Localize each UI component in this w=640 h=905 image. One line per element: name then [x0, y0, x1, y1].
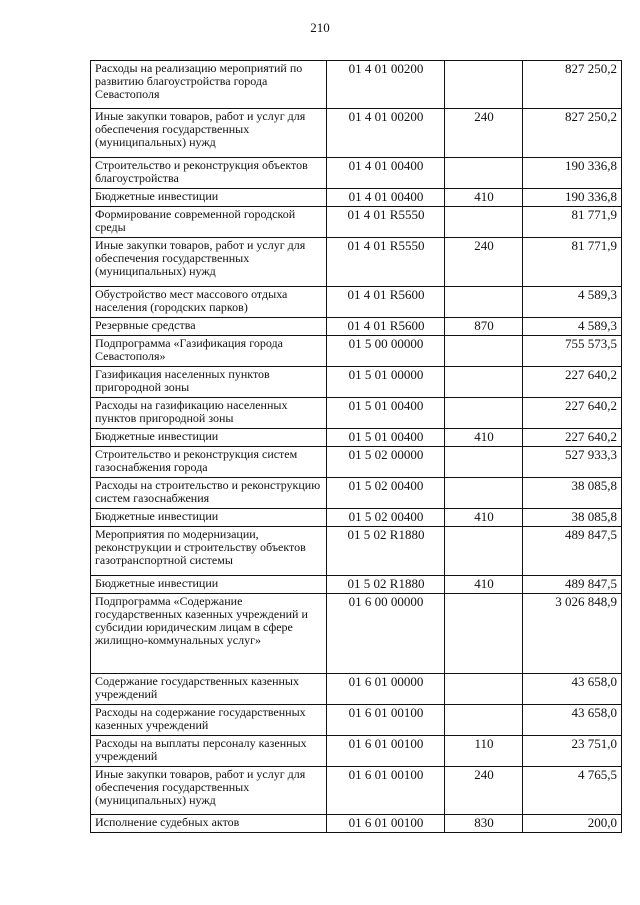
budget-table-body	[91, 61, 622, 833]
row-amount-cell: 227 640,2	[523, 398, 622, 429]
table-row	[91, 527, 622, 576]
table-row	[91, 815, 622, 833]
table-row	[91, 674, 622, 705]
row-code-cell: 01 4 01 R5550	[327, 238, 445, 287]
row-type-cell	[445, 287, 523, 318]
table-row	[91, 594, 622, 674]
row-amount-cell: 527 933,3	[523, 447, 622, 478]
row-code-cell: 01 5 02 00000	[327, 447, 445, 478]
row-amount-cell: 4 765,5	[523, 767, 622, 815]
row-amount-cell: 43 658,0	[523, 705, 622, 736]
row-code-cell: 01 5 02 00400	[327, 478, 445, 509]
row-type-cell: 410	[445, 189, 523, 207]
row-code-cell: 01 6 01 00000	[327, 674, 445, 705]
row-code-cell: 01 6 01 00100	[327, 736, 445, 767]
row-amount-cell: 4 589,3	[523, 287, 622, 318]
table-row	[91, 109, 622, 158]
row-code-cell: 01 5 02 00400	[327, 509, 445, 527]
row-amount-cell: 43 658,0	[523, 674, 622, 705]
table-row	[91, 576, 622, 594]
row-amount-cell: 4 589,3	[523, 318, 622, 336]
table-row	[91, 705, 622, 736]
row-name-cell: Подпрограмма «Газификация города Севастополя»	[91, 336, 327, 367]
row-code-cell: 01 5 01 00400	[327, 398, 445, 429]
row-amount-cell: 38 085,8	[523, 478, 622, 509]
row-code-cell: 01 6 01 00100	[327, 767, 445, 815]
row-type-cell	[445, 336, 523, 367]
row-name-cell: Расходы на выплаты персоналу казенных учреждений	[91, 736, 327, 767]
row-type-cell	[445, 705, 523, 736]
table-row	[91, 336, 622, 367]
row-code-cell: 01 6 01 00100	[327, 705, 445, 736]
row-name-cell: Расходы на реализацию мероприятий по развитию благоустройства города Севастополя	[91, 61, 327, 109]
table-row	[91, 287, 622, 318]
row-code-cell: 01 4 01 00200	[327, 109, 445, 158]
row-amount-cell: 190 336,8	[523, 189, 622, 207]
row-code-cell: 01 5 00 00000	[327, 336, 445, 367]
row-amount-cell: 190 336,8	[523, 158, 622, 189]
row-code-cell: 01 4 01 00200	[327, 61, 445, 109]
row-name-cell: Строительство и реконструкция систем газоснабжения города	[91, 447, 327, 478]
row-type-cell	[445, 478, 523, 509]
row-amount-cell: 3 026 848,9	[523, 594, 622, 674]
row-type-cell: 410	[445, 509, 523, 527]
row-amount-cell: 755 573,5	[523, 336, 622, 367]
row-code-cell: 01 5 01 00400	[327, 429, 445, 447]
row-code-cell: 01 5 02 R1880	[327, 576, 445, 594]
row-amount-cell: 827 250,2	[523, 109, 622, 158]
table-row	[91, 207, 622, 238]
row-name-cell: Газификация населенных пунктов пригородной зоны	[91, 367, 327, 398]
table-row	[91, 61, 622, 109]
table-row	[91, 509, 622, 527]
row-type-cell	[445, 367, 523, 398]
row-amount-cell: 23 751,0	[523, 736, 622, 767]
row-name-cell: Исполнение судебных актов	[91, 815, 327, 833]
row-type-cell	[445, 594, 523, 674]
table-row	[91, 318, 622, 336]
row-type-cell	[445, 527, 523, 576]
row-amount-cell: 489 847,5	[523, 576, 622, 594]
row-amount-cell: 81 771,9	[523, 238, 622, 287]
row-type-cell: 240	[445, 767, 523, 815]
row-amount-cell: 227 640,2	[523, 367, 622, 398]
table-row	[91, 238, 622, 287]
table-row	[91, 767, 622, 815]
page-number: 210	[310, 20, 330, 35]
row-name-cell: Бюджетные инвестиции	[91, 576, 327, 594]
row-type-cell: 240	[445, 238, 523, 287]
row-code-cell: 01 5 01 00000	[327, 367, 445, 398]
row-name-cell: Расходы на строительство и реконструкцию систем газоснабжения	[91, 478, 327, 509]
row-code-cell: 01 6 01 00100	[327, 815, 445, 833]
row-name-cell: Резервные средства	[91, 318, 327, 336]
table-row	[91, 478, 622, 509]
row-amount-cell: 827 250,2	[523, 61, 622, 109]
row-name-cell: Бюджетные инвестиции	[91, 189, 327, 207]
row-name-cell: Строительство и реконструкция объектов благоустройства	[91, 158, 327, 189]
row-amount-cell: 38 085,8	[523, 509, 622, 527]
table-row	[91, 367, 622, 398]
budget-table	[90, 60, 622, 833]
row-name-cell: Иные закупки товаров, работ и услуг для обеспечения государственных (муниципальных) нужд	[91, 109, 327, 158]
row-name-cell: Бюджетные инвестиции	[91, 429, 327, 447]
row-type-cell: 830	[445, 815, 523, 833]
row-amount-cell: 81 771,9	[523, 207, 622, 238]
row-name-cell: Иные закупки товаров, работ и услуг для обеспечения государственных (муниципальных) нужд	[91, 767, 327, 815]
row-name-cell: Обустройство мест массового отдыха населения (городских парков)	[91, 287, 327, 318]
row-code-cell: 01 4 01 00400	[327, 189, 445, 207]
row-type-cell	[445, 447, 523, 478]
row-name-cell: Бюджетные инвестиции	[91, 509, 327, 527]
row-name-cell: Формирование современной городской среды	[91, 207, 327, 238]
row-type-cell: 110	[445, 736, 523, 767]
row-type-cell: 240	[445, 109, 523, 158]
row-type-cell	[445, 61, 523, 109]
row-type-cell	[445, 158, 523, 189]
row-type-cell	[445, 674, 523, 705]
row-type-cell	[445, 207, 523, 238]
row-type-cell	[445, 398, 523, 429]
row-name-cell: Иные закупки товаров, работ и услуг для обеспечения государственных (муниципальных) нужд	[91, 238, 327, 287]
row-code-cell: 01 5 02 R1880	[327, 527, 445, 576]
row-type-cell: 870	[445, 318, 523, 336]
table-row	[91, 736, 622, 767]
row-code-cell: 01 4 01 R5600	[327, 318, 445, 336]
row-amount-cell: 227 640,2	[523, 429, 622, 447]
row-code-cell: 01 6 00 00000	[327, 594, 445, 674]
row-type-cell: 410	[445, 429, 523, 447]
row-name-cell: Расходы на газификацию населенных пунктов пригородной зоны	[91, 398, 327, 429]
row-amount-cell: 200,0	[523, 815, 622, 833]
row-code-cell: 01 4 01 R5600	[327, 287, 445, 318]
table-row	[91, 447, 622, 478]
row-name-cell: Подпрограмма «Содержание государственных казенных учреждений и субсидии юридическим лицам в сфере жилищно-коммунальных услуг»	[91, 594, 327, 674]
row-code-cell: 01 4 01 00400	[327, 158, 445, 189]
row-amount-cell: 489 847,5	[523, 527, 622, 576]
row-name-cell: Расходы на содержание государственных казенных учреждений	[91, 705, 327, 736]
row-type-cell: 410	[445, 576, 523, 594]
table-row	[91, 158, 622, 189]
row-name-cell: Мероприятия по модернизации, реконструкции и строительству объектов газотранспортной системы	[91, 527, 327, 576]
row-code-cell: 01 4 01 R5550	[327, 207, 445, 238]
table-row	[91, 429, 622, 447]
row-name-cell: Содержание государственных казенных учреждений	[91, 674, 327, 705]
table-row	[91, 189, 622, 207]
table-row	[91, 398, 622, 429]
